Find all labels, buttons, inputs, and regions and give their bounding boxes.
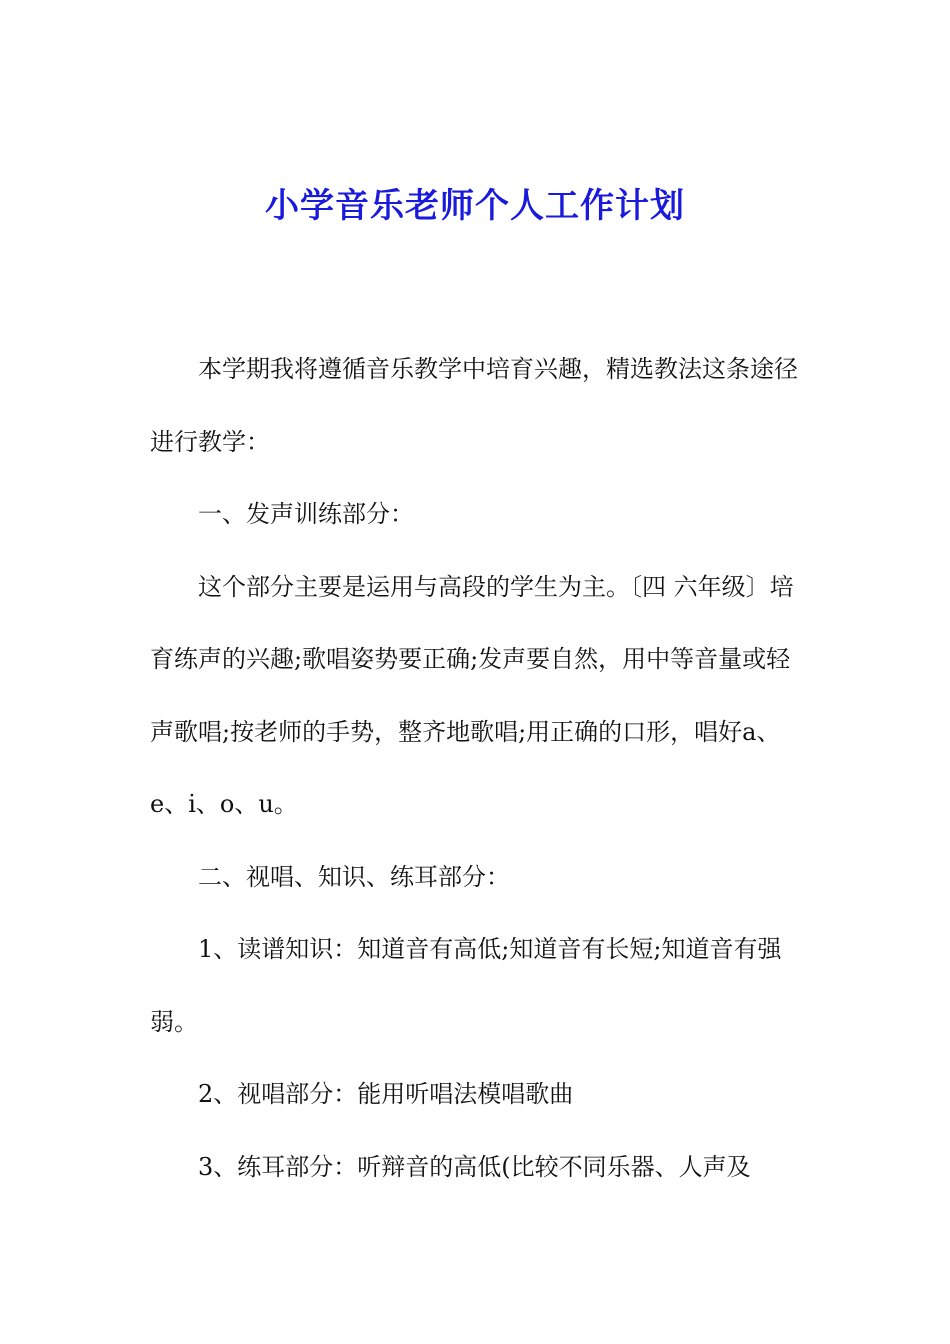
document-title: 小学音乐老师个人工作计划 (265, 186, 685, 226)
paragraph-sight-singing: 2、视唱部分：能用听唱法模唱歌曲 (198, 1080, 574, 1108)
heading-sight-singing: 二、视唱、知识、练耳部分： (198, 862, 510, 891)
paragraph-reading-music: 1、读谱知识：知道音有高低;知道音有长短;知道音有强弱。 (150, 935, 782, 1036)
paragraph-ear-training: 3、练耳部分：听辩音的高低(比较不同乐器、人声及 (198, 1152, 751, 1181)
paragraph-vocal-training: 这个部分主要是运用与高段的学生为主。〔四 六年级〕培育练声的兴趣;歌唱姿势要正确;发声要自然，用中等音量或轻声歌唱;按老师的手势，整齐地歌唱;用正确的口形，唱好a、e、i、o、u。 (150, 572, 794, 818)
heading-vocal-training: 一、发声训练部分： (198, 500, 414, 528)
document-body (150, 333, 810, 1203)
paragraph-intro: 本学期我将遵循音乐教学中培育兴趣，精选教法这条途径进行教学： (150, 355, 798, 456)
